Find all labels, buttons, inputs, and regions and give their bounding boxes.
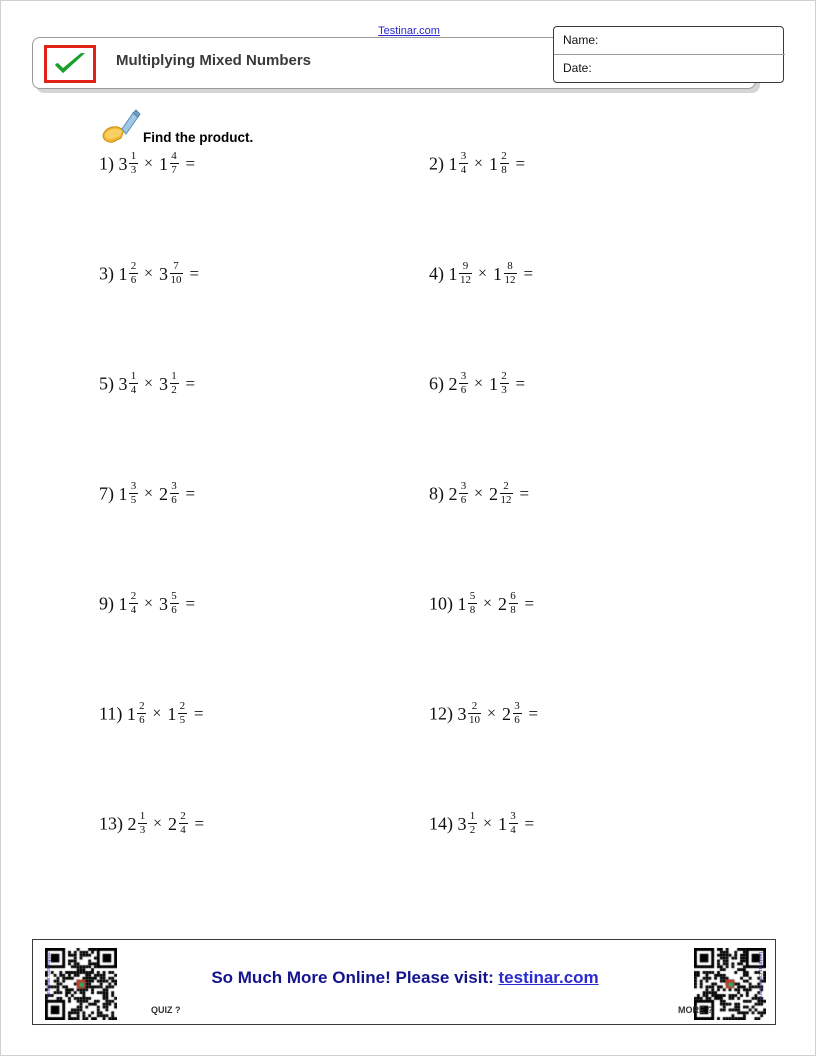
numerator: 3 [460, 370, 467, 382]
equals-sign: = [528, 704, 539, 723]
numerator: 1 [171, 370, 177, 382]
problem-item [99, 261, 199, 286]
fraction [170, 151, 179, 176]
whole-part: 1 [448, 263, 458, 284]
fraction [509, 591, 518, 616]
whole-part: 3 [159, 593, 169, 614]
whole-part: 1 [448, 153, 458, 174]
numerator: 1 [130, 370, 137, 382]
mixed-number [458, 701, 482, 726]
problem-expression [449, 371, 526, 396]
instruction [99, 117, 253, 147]
denominator: 6 [130, 274, 137, 286]
fraction [170, 371, 179, 396]
equals-sign: = [523, 264, 534, 283]
mixed-number [449, 261, 473, 286]
whole-part: 3 [118, 373, 128, 394]
fraction [137, 701, 146, 726]
whole-part: 2 [448, 483, 458, 504]
problem-number: 12) [429, 703, 453, 724]
whole-part: 1 [489, 153, 499, 174]
denominator: 5 [130, 494, 137, 506]
date-row[interactable] [554, 55, 785, 83]
problem-expression [119, 371, 196, 396]
problem-item [429, 701, 538, 726]
problem-item [429, 371, 525, 396]
problem-item [99, 591, 195, 616]
site-link-top-label: Testinar.com [378, 25, 440, 37]
numerator: 1 [139, 810, 146, 822]
multiply-sign: × [478, 264, 488, 282]
footer-box [32, 939, 776, 1025]
whole-part: 2 [502, 703, 512, 724]
whole-part: 2 [127, 813, 137, 834]
numerator: 2 [179, 700, 186, 712]
whole-part: 1 [493, 263, 503, 284]
numerator: 9 [462, 260, 469, 272]
mixed-number [493, 261, 517, 286]
problem-item [99, 151, 195, 176]
problem-expression [128, 811, 205, 836]
denominator: 6 [139, 714, 145, 726]
mixed-number [502, 701, 522, 726]
mixed-number [458, 811, 478, 836]
name-row[interactable] [554, 27, 785, 55]
mixed-number [159, 591, 179, 616]
problem-row [99, 811, 719, 921]
whole-part: 3 [118, 153, 128, 174]
mixed-number [449, 481, 469, 506]
whole-part: 3 [159, 263, 169, 284]
footer-promo-text: So Much More Online! Please visit: [211, 968, 499, 987]
denominator: 4 [130, 604, 137, 616]
problem-number: 13) [99, 813, 123, 834]
problem-row [99, 701, 719, 811]
numerator: 3 [510, 810, 516, 822]
fraction [459, 371, 468, 396]
mixed-number [498, 591, 518, 616]
fraction [468, 701, 481, 726]
multiply-sign: × [483, 594, 493, 612]
denominator: 7 [171, 164, 177, 176]
pencil-icon [99, 117, 143, 147]
numerator: 5 [469, 590, 476, 602]
numerator: 2 [501, 370, 507, 382]
whole-part: 3 [159, 373, 169, 394]
footer-promo-link[interactable]: testinar.com [498, 968, 599, 987]
mixed-number [458, 591, 478, 616]
numerator: 6 [510, 590, 516, 602]
name-label: Name: [563, 33, 599, 47]
mixed-number [159, 261, 183, 286]
whole-part: 2 [159, 483, 169, 504]
problem-item [429, 811, 534, 836]
problem-row [99, 371, 719, 481]
numerator: 2 [180, 810, 186, 822]
whole-part: 2 [489, 483, 499, 504]
equals-sign: = [185, 594, 196, 613]
mixed-number [489, 151, 509, 176]
equals-sign: = [515, 154, 526, 173]
numerator: 3 [460, 480, 467, 492]
fraction [170, 481, 179, 506]
problem-expression [458, 701, 539, 726]
multiply-sign: × [153, 814, 163, 832]
mixed-number [449, 371, 469, 396]
problem-expression [119, 151, 196, 176]
whole-part: 1 [118, 483, 128, 504]
denominator: 8 [510, 604, 516, 616]
fraction [129, 261, 138, 286]
problem-expression [449, 151, 526, 176]
problem-expression [119, 481, 196, 506]
problem-item [429, 481, 529, 506]
fraction [509, 811, 518, 836]
mixed-number [128, 811, 148, 836]
problem-number: 6) [429, 373, 444, 394]
mixed-number [127, 701, 147, 726]
mixed-number [159, 371, 179, 396]
equals-sign: = [189, 264, 200, 283]
denominator: 10 [469, 714, 480, 726]
whole-part: 1 [159, 153, 169, 174]
whole-part: 1 [167, 703, 177, 724]
denominator: 6 [460, 494, 467, 506]
date-label: Date: [563, 61, 592, 75]
whole-part: 2 [168, 813, 178, 834]
denominator: 12 [504, 274, 516, 286]
problem-list [99, 151, 719, 921]
problem-item [429, 591, 534, 616]
problem-item [99, 701, 203, 726]
footer [32, 939, 776, 1025]
denominator: 4 [460, 164, 467, 176]
problem-item [99, 811, 204, 836]
equals-sign: = [519, 484, 530, 503]
fraction [170, 591, 179, 616]
multiply-sign: × [144, 594, 154, 612]
fraction [459, 481, 468, 506]
fraction [500, 481, 513, 506]
denominator: 3 [501, 384, 507, 396]
denominator: 5 [179, 714, 186, 726]
problem-expression [127, 701, 204, 726]
multiply-sign: × [474, 484, 484, 502]
fraction [179, 811, 188, 836]
whole-part: 1 [489, 373, 499, 394]
problem-number: 8) [429, 483, 444, 504]
numerator: 3 [171, 480, 177, 492]
problem-expression [119, 261, 200, 286]
red-box-green-check-icon [44, 45, 96, 83]
mixed-number [159, 151, 179, 176]
fraction [129, 591, 138, 616]
fraction [170, 261, 183, 286]
name-date-box [553, 26, 784, 83]
mixed-number [489, 481, 513, 506]
equals-sign: = [194, 814, 205, 833]
problem-item [99, 481, 195, 506]
fraction [129, 151, 138, 176]
numerator: 2 [501, 150, 507, 162]
denominator: 6 [171, 604, 177, 616]
mixed-number [449, 151, 469, 176]
numerator: 2 [130, 260, 137, 272]
numerator: 8 [507, 260, 513, 272]
mixed-number [119, 591, 139, 616]
denominator: 8 [501, 164, 507, 176]
numerator: 1 [469, 810, 476, 822]
equals-sign: = [515, 374, 526, 393]
denominator: 6 [460, 384, 467, 396]
problem-item [429, 261, 533, 286]
instruction-text: Find the product. [143, 130, 254, 145]
denominator: 4 [510, 824, 516, 836]
whole-part: 3 [457, 703, 467, 724]
whole-part: 2 [448, 373, 458, 394]
problem-row [99, 261, 719, 371]
quiz-label: QUIZ ? [151, 1005, 181, 1015]
denominator: 4 [180, 824, 186, 836]
fraction [129, 371, 138, 396]
problem-number: 4) [429, 263, 444, 284]
multiply-sign: × [144, 484, 154, 502]
equals-sign: = [185, 154, 196, 173]
numerator: 1 [130, 150, 137, 162]
denominator: 10 [170, 274, 182, 286]
denominator: 8 [469, 604, 476, 616]
multiply-sign: × [144, 374, 154, 392]
problem-number: 10) [429, 593, 453, 614]
fraction [468, 811, 477, 836]
multiply-sign: × [474, 154, 484, 172]
whole-part: 1 [498, 813, 508, 834]
mixed-number [498, 811, 518, 836]
equals-sign: = [524, 594, 535, 613]
fraction [513, 701, 522, 726]
problem-row [99, 481, 719, 591]
equals-sign: = [185, 374, 196, 393]
problem-number: 1) [99, 153, 114, 174]
numerator: 3 [460, 150, 467, 162]
fraction [459, 261, 472, 286]
qr-more-side-label: testinar.com/more [757, 952, 763, 1000]
numerator: 2 [503, 480, 509, 492]
fraction [178, 701, 187, 726]
problem-number: 11) [99, 703, 123, 724]
whole-part: 1 [118, 593, 128, 614]
whole-part: 1 [126, 703, 136, 724]
denominator: 4 [130, 384, 137, 396]
page-title: Multiplying Mixed Numbers [116, 52, 312, 69]
problem-expression [449, 481, 530, 506]
fraction [138, 811, 147, 836]
problem-row [99, 591, 719, 701]
numerator: 2 [130, 590, 137, 602]
problem-number: 2) [429, 153, 444, 174]
fraction [500, 151, 509, 176]
multiply-sign: × [474, 374, 484, 392]
denominator: 3 [139, 824, 146, 836]
more-label: MORE ? [678, 1005, 713, 1015]
multiply-sign: × [487, 704, 497, 722]
problem-number: 5) [99, 373, 114, 394]
mixed-number [119, 481, 139, 506]
multiply-sign: × [483, 814, 493, 832]
denominator: 2 [469, 824, 476, 836]
numerator: 3 [514, 700, 520, 712]
denominator: 6 [514, 714, 520, 726]
mixed-number [489, 371, 509, 396]
fraction [468, 591, 477, 616]
denominator: 12 [500, 494, 512, 506]
numerator: 7 [173, 260, 179, 272]
equals-sign: = [524, 814, 535, 833]
mixed-number [119, 151, 139, 176]
mixed-number [159, 481, 179, 506]
mixed-number [167, 701, 187, 726]
fraction [459, 151, 468, 176]
problem-item [99, 371, 195, 396]
mixed-number [168, 811, 188, 836]
denominator: 2 [171, 384, 177, 396]
multiply-sign: × [152, 704, 162, 722]
problem-expression [458, 811, 535, 836]
mixed-number [119, 261, 139, 286]
fraction [129, 481, 138, 506]
footer-promo [33, 968, 777, 988]
whole-part: 2 [498, 593, 508, 614]
whole-part: 1 [457, 593, 467, 614]
problem-expression [458, 591, 535, 616]
denominator: 3 [130, 164, 137, 176]
problem-number: 9) [99, 593, 114, 614]
numerator: 5 [171, 590, 177, 602]
problem-expression [449, 261, 534, 286]
fraction [504, 261, 517, 286]
numerator: 4 [171, 150, 177, 162]
equals-sign: = [193, 704, 204, 723]
denominator: 12 [460, 274, 471, 286]
fraction [500, 371, 509, 396]
problem-number: 7) [99, 483, 114, 504]
whole-part: 3 [457, 813, 467, 834]
problem-item [429, 151, 525, 176]
qr-quiz-side-label: testinar.com/quiz [46, 952, 52, 997]
whole-part: 1 [118, 263, 128, 284]
mixed-number [119, 371, 139, 396]
problem-number: 14) [429, 813, 453, 834]
multiply-sign: × [144, 154, 154, 172]
numerator: 3 [130, 480, 137, 492]
problem-expression [119, 591, 196, 616]
problem-number: 3) [99, 263, 114, 284]
problem-row [99, 151, 719, 261]
multiply-sign: × [144, 264, 154, 282]
equals-sign: = [185, 484, 196, 503]
denominator: 6 [171, 494, 177, 506]
numerator: 2 [139, 700, 145, 712]
numerator: 2 [471, 700, 478, 712]
